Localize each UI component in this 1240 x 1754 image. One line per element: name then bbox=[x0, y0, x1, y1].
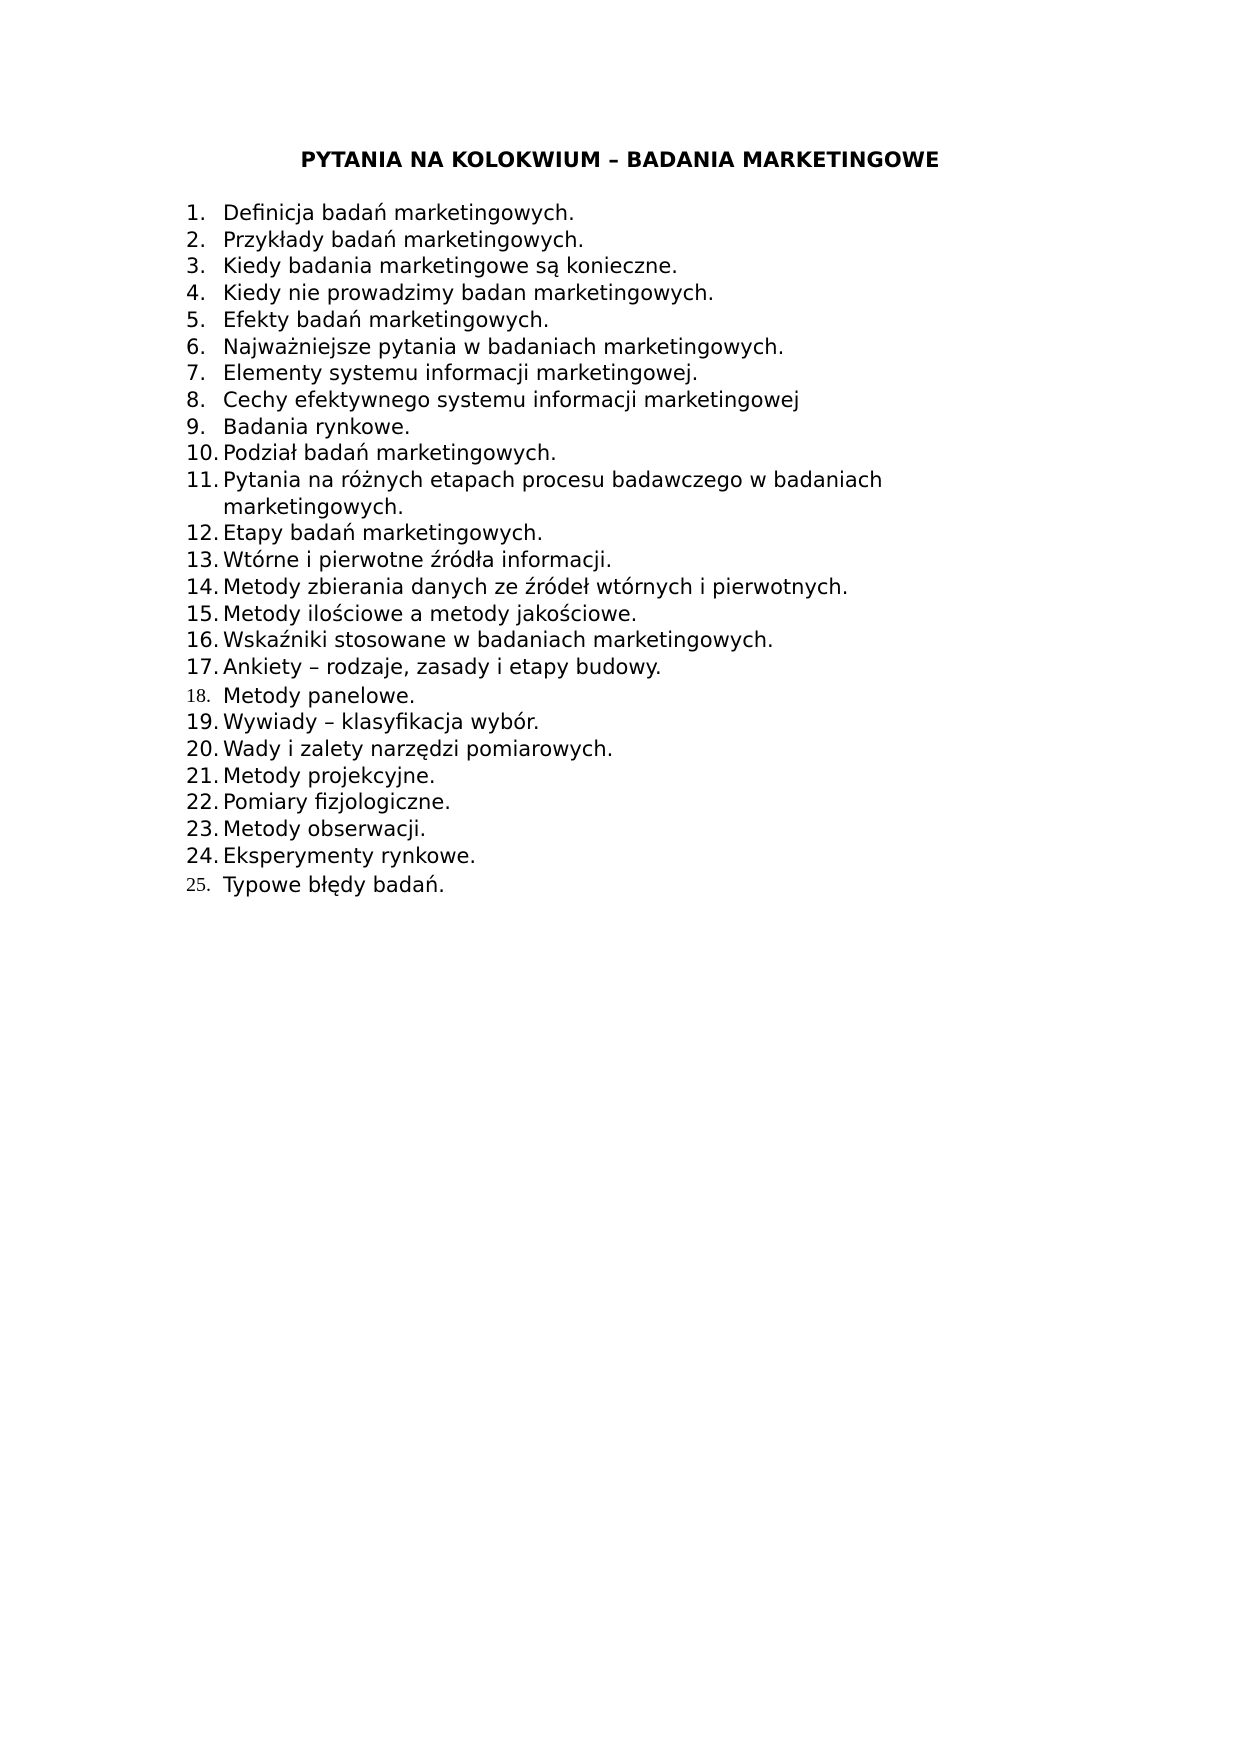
item-number: 2. bbox=[186, 227, 207, 252]
item-number: 12. bbox=[186, 521, 220, 546]
list-item bbox=[186, 227, 986, 254]
item-text: Wady i zalety narzędzi pomiarowych. bbox=[223, 737, 614, 762]
list-item bbox=[186, 574, 986, 601]
item-text: Metody ilościowe a metody jakościowe. bbox=[223, 601, 638, 626]
item-number: 10. bbox=[186, 441, 220, 466]
list-item bbox=[186, 200, 986, 227]
item-number: 6. bbox=[186, 334, 207, 359]
item-number: 19. bbox=[186, 710, 220, 735]
item-number: 20. bbox=[186, 737, 220, 762]
list-item bbox=[186, 683, 986, 710]
item-number: 9. bbox=[186, 414, 207, 439]
item-text: Wtórne i pierwotne źródła informacji. bbox=[223, 548, 613, 573]
list-item bbox=[186, 627, 986, 654]
list-item bbox=[186, 360, 986, 387]
item-number: 22. bbox=[186, 790, 220, 815]
item-text: Przykłady badań marketingowych. bbox=[223, 227, 585, 252]
list-item bbox=[186, 334, 986, 361]
list-item bbox=[186, 709, 986, 736]
list-item bbox=[186, 440, 986, 467]
item-number: 16. bbox=[186, 628, 220, 653]
list-item bbox=[186, 253, 986, 280]
item-text: Podział badań marketingowych. bbox=[223, 441, 557, 466]
list-item bbox=[186, 843, 986, 870]
list-item bbox=[186, 872, 986, 899]
item-text: Typowe błędy badań. bbox=[223, 872, 445, 897]
list-item bbox=[186, 763, 986, 790]
item-number: 17. bbox=[186, 654, 220, 679]
item-number: 11. bbox=[186, 468, 220, 493]
item-text: Kiedy nie prowadzimy badan marketingowych. bbox=[223, 281, 715, 306]
item-number: 7. bbox=[186, 361, 207, 386]
item-text: Pomiary fizjologiczne. bbox=[223, 790, 451, 815]
item-number: 14. bbox=[186, 574, 220, 599]
item-text: Elementy systemu informacji marketingowej. bbox=[223, 361, 699, 386]
item-text: Najważniejsze pytania w badaniach marketingowych. bbox=[223, 334, 785, 359]
list-item bbox=[186, 280, 986, 307]
list-item bbox=[186, 736, 986, 763]
item-text: Pytania na różnych etapach procesu badawczego w badaniach marketingowych. bbox=[223, 468, 883, 519]
item-number: 15. bbox=[186, 601, 220, 626]
list-item bbox=[186, 414, 986, 441]
list-item bbox=[186, 387, 986, 414]
item-text: Cechy efektywnego systemu informacji marketingowej bbox=[223, 387, 800, 412]
item-number: 21. bbox=[186, 763, 220, 788]
item-text: Wywiady – klasyfikacja wybór. bbox=[223, 710, 540, 735]
item-number: 4. bbox=[186, 281, 207, 306]
item-text: Badania rynkowe. bbox=[223, 414, 411, 439]
item-text: Metody projekcyjne. bbox=[223, 763, 436, 788]
item-number: 18. bbox=[186, 684, 211, 707]
item-text: Metody panelowe. bbox=[223, 683, 416, 708]
list-item bbox=[186, 654, 986, 681]
question-list bbox=[186, 200, 986, 898]
item-number: 8. bbox=[186, 387, 207, 412]
item-number: 3. bbox=[186, 254, 207, 279]
list-item bbox=[186, 789, 986, 816]
item-number: 13. bbox=[186, 548, 220, 573]
item-text: Eksperymenty rynkowe. bbox=[223, 843, 477, 868]
item-text: Metody obserwacji. bbox=[223, 817, 427, 842]
list-item bbox=[186, 547, 986, 574]
list-item bbox=[186, 816, 986, 843]
item-number: 23. bbox=[186, 817, 220, 842]
item-text: Efekty badań marketingowych. bbox=[223, 307, 550, 332]
item-text: Ankiety – rodzaje, zasady i etapy budowy. bbox=[223, 654, 662, 679]
item-text: Metody zbierania danych ze źródeł wtórnych i pierwotnych. bbox=[223, 574, 849, 599]
item-number: 5. bbox=[186, 307, 207, 332]
document-title: PYTANIA NA KOLOKWIUM – BADANIA MARKETINGOWE bbox=[300, 148, 940, 172]
item-text: Etapy badań marketingowych. bbox=[223, 521, 544, 546]
item-text: Wskaźniki stosowane w badaniach marketingowych. bbox=[223, 628, 774, 653]
item-number: 24. bbox=[186, 843, 220, 868]
list-item bbox=[186, 601, 986, 628]
item-number: 1. bbox=[186, 201, 207, 225]
list-item bbox=[186, 307, 986, 334]
list-item bbox=[186, 520, 986, 547]
item-text: Definicja badań marketingowych. bbox=[223, 201, 575, 225]
item-number: 25. bbox=[186, 873, 211, 896]
list-item bbox=[186, 467, 986, 520]
item-text: Kiedy badania marketingowe są konieczne. bbox=[223, 254, 678, 279]
